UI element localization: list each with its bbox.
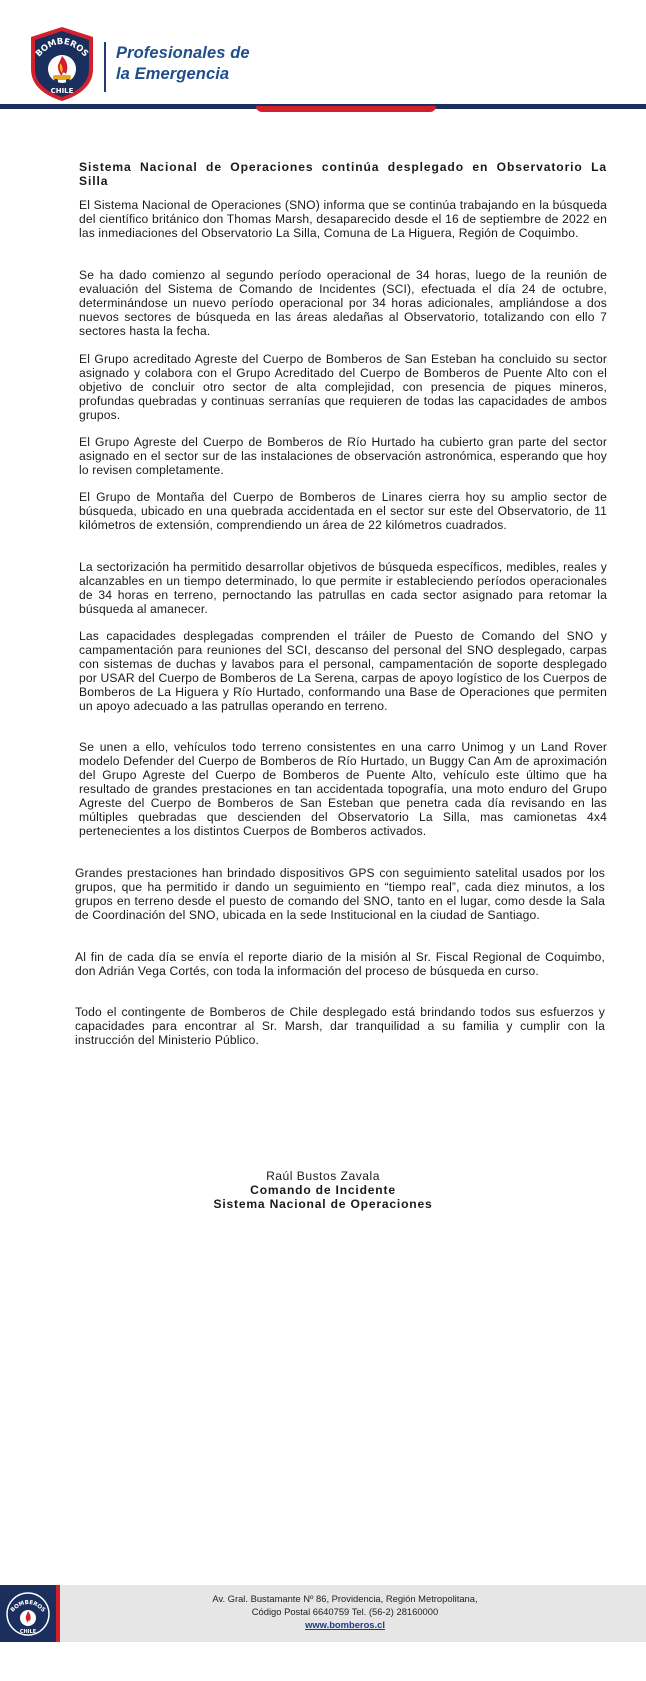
paragraph: La sectorización ha permitido desarrollar objetivos de búsqueda específicos, medibles, reales y alcanzables en un tiempo determinado, lo que permite ir estableciendo períodos operacionales de 34 horas en terreno, pernoctando las patrullas en cada sector asignado para retomar la búsqueda al amanecer.	[79, 560, 607, 616]
svg-text:CHILE: CHILE	[50, 87, 74, 95]
footer-logo	[4, 1589, 52, 1639]
paragraph: El Grupo Agreste del Cuerpo de Bomberos de Río Hurtado ha cubierto gran parte del sector asignado en el sector sur de las instalaciones de observación astronómica, esperando que hoy lo revisen completamente.	[79, 435, 607, 477]
footer-phone: Código Postal 6640759 Tel. (56-2) 28160000	[251, 1606, 439, 1617]
footer-logo-panel	[0, 1585, 56, 1642]
signature-block	[0, 1169, 646, 1211]
document-title: Sistema Nacional de Operaciones continúa desplegado en Observatorio La Silla	[79, 160, 607, 188]
tagline-line-2: la Emergencia	[116, 65, 230, 83]
bomberos-chile-logo	[27, 25, 97, 103]
paragraph: El Sistema Nacional de Operaciones (SNO) informa que se continúa trabajando en la búsqueda del científico británico don Thomas Marsh, desaparecido desde el 16 de septiembre de 2022 en las inmediaciones del Observatorio La Silla, Comuna de La Higuera, Región de Coquimbo.	[79, 198, 607, 240]
paragraph: Grandes prestaciones han brindado dispositivos GPS con seguimiento satelital usados por los grupos, que ha permitido ir dando un seguimiento en “tiempo real”, cada diez minutos, a los grupos en terreno desde el puesto de comando del SNO, tanto en el lugar, como desde la Sala de Coordinación del SNO, ubicada en la sede Institucional en la ciudad de Santiago.	[75, 866, 605, 922]
svg-text:BOMBEROS: BOMBEROS	[33, 36, 91, 60]
paragraph: Se ha dado comienzo al segundo período operacional de 34 horas, luego de la reunión de evaluación del Sistema de Comando de Incidentes (SCI), efectuada el día 24 de octubre, determinándose un nuevo período operacional por 34 horas adicionales, ampliándose a dos nuevos sectores de búsqueda en las áreas aledañas al Observatorio, totalizando con ello 7 sectores hasta la fecha.	[79, 268, 607, 338]
svg-text:BOMBEROS: BOMBEROS	[9, 1599, 47, 1614]
tagline	[116, 43, 250, 85]
footer-contact	[60, 1592, 630, 1631]
paragraph: El Grupo de Montaña del Cuerpo de Bomberos de Linares cierra hoy su amplio sector de búsqueda, ubicado en una quebrada accidentada en el sector sur este del Observatorio, de 11 kilómetros de extensión, comprendiendo un área de 22 kilómetros cuadrados.	[79, 490, 607, 532]
header-divider	[104, 42, 106, 92]
website-link[interactable]: www.bomberos.cl	[305, 1619, 385, 1630]
signatory-role: Comando de Incidente	[250, 1183, 396, 1197]
paragraph: El Grupo acreditado Agreste del Cuerpo de Bomberos de San Esteban ha concluido su sector asignado y colabora con el Grupo Acreditado del Cuerpo de Bomberos de Puente Alto con el objetivo de concluir otro sector de alta complejidad, con presencia de piques mineros, profundas quebradas y continuas serranías que requieren de todas las capacidades de ambos grupos.	[79, 352, 607, 422]
footer-address: Av. Gral. Bustamante Nº 86, Providencia, Región Metropolitana,	[212, 1593, 478, 1604]
footer	[0, 1585, 646, 1642]
tagline-line-1: Profesionales de	[116, 44, 250, 62]
paragraph: Las capacidades desplegadas comprenden el tráiler de Puesto de Comando del SNO y campamentación para reuniones del SCI, descanso del personal del SNO desplegado, carpas con sistemas de duchas y lavabos para el personal, campamentación de soporte desplegado por USAR del Cuerpo de Bomberos de La Serena, carpas de apoyo logístico de los Cuerpos de Bomberos de La Higuera y Río Hurtado, conformando una Base de Operaciones que permiten un apoyo adecuado a las patrullas operando en terreno.	[79, 629, 607, 713]
paragraph: Se unen a ello, vehículos todo terreno consistentes en una carro Unimog y un Land Rover modelo Defender del Cuerpo de Bomberos de Río Hurtado, un Buggy Can Am de aproximación del Grupo Agreste del Cuerpo de Bomberos de Puente Alto, vehículo este último que ha resultado de grandes prestaciones en tan accidentada topografía, una moto enduro del Grupo Agreste del Cuerpo de Bomberos de San Esteban que penetra cada día revisando en las múltiples quebradas que descienden del Observatorio La Silla, mas camionetas 4x4 pertenecientes a los distintos Cuerpos de Bomberos activados.	[79, 740, 607, 838]
header-accent-bar	[256, 106, 436, 112]
signatory-name: Raúl Bustos Zavala	[266, 1169, 380, 1183]
letterhead	[0, 0, 646, 112]
signatory-organization: Sistema Nacional de Operaciones	[213, 1197, 433, 1211]
svg-text:CHILE: CHILE	[19, 1629, 37, 1635]
paragraph: Al fin de cada día se envía el reporte diario de la misión al Sr. Fiscal Regional de Coquimbo, don Adrián Vega Cortés, con toda la información del proceso de búsqueda en curso.	[75, 950, 605, 978]
paragraph: Todo el contingente de Bomberos de Chile desplegado está brindando todos sus esfuerzos y capacidades para encontrar al Sr. Marsh, dar tranquilidad a su familia y cumplir con la instrucción del Ministerio Público.	[75, 1005, 605, 1047]
